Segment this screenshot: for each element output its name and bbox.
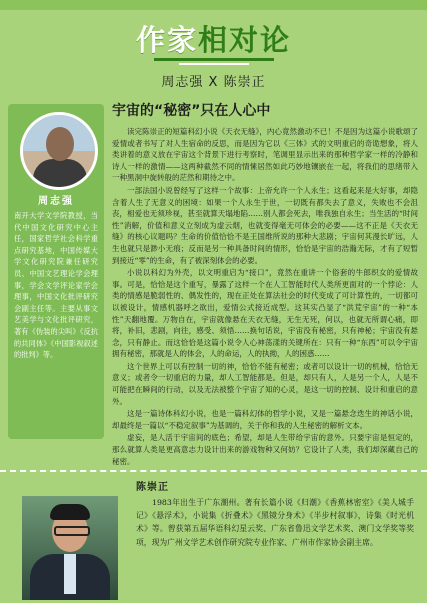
article-paragraph: 读完陈崇正的短篇科幻小说《天衣无缝》，内心竟然激动不已！不是因为这篇小说歌颂了爱情或者书写了对人生宿命的反思，而是因为它以《三体》式的文明重启的奇诡想象，将人类讲着的意义放在宇宙这个背景下进行考察时，笔调里显示出来的那种哲学家一样的冷静和诗人一样的激情——这两种截然不同的情愫居然如此巧妙地镶嵌在一起，将我们的思绪带入一种黑洞中旋转般的茫然和期待之中。	[112, 127, 418, 183]
article-paragraph: 小说以科幻为外壳，以文明重启为“接口”，竟然在重讲一个俗套的牛郎织女的爱情故事。可是，恰恰是这个重写，暴露了这样一个在人工智能时代人类所更面对的一个悖论：人类的情感是脆弱性的、偶发性的，现在正处在算法社会的时代变成了可计算性的，一切都可以被设计，情感机器呼之欲出，爱情公式接近成型。这其实凸显了“洪荒宇宙”的一种“本性”天翻地覆。万物自在，宇宙就像悬在天衣无缝，无生无死，何以，也就无所谓心痛，即将，补旧，悲剧，向往，感受、须悟……换句话说，宇宙没有秘密，只有神秘；宇宙没有悬念，只有静止。而这恰恰是这篇小说令人心神荡漾的关键所在：只有一种“东西”可以令宇宙拥有秘密，那就是人的体会，人的命运，人的执拗，人的困惑……	[112, 268, 418, 359]
author2-section	[0, 470, 427, 603]
page-subtitle: 周志强 X 陈崇正	[161, 75, 266, 90]
author2-name: 陈崇正	[136, 482, 169, 493]
article-paragraph: 这个世界上可以有控制一切的神，恰恰不能有秘密；或者可以设计一切的机械，恰恰无意义；或者令一切重启的力量，却人工智能都是。但是，却只有人，人是另一个人，人是不可能把在瞬间的行动，以及无法被整个宇宙了知的心灵，是这一切的控制、设计和重启的意外。	[112, 361, 418, 406]
title-part-1: 作家	[135, 23, 198, 57]
author2-photo	[22, 496, 118, 600]
author2-bio: 1983年出生于广东潮州。著有长篇小说《归潮》《香蕉林密室》《美人城手记》《悬浮术》，小说集《折叠术》《黑镜分身术》《半步村叙事》，诗集《时光机术》等。曾获第五届华语科幻星云奖、广东省鲁迅文学艺术奖、澳门文学奖等奖项，现为广州文学艺术创作研究院专业作家、广州市作家协会副主席。	[136, 498, 414, 547]
article-paragraph: 这是一篇诗体科幻小说，也是一篇科幻体的哲学小说，又是一篇悬念迭生的神话小说，却最终是一篇以“不稳定叙事”为基调的，关于你和我的人生秘密的解析文本。	[112, 409, 418, 430]
title-underline	[154, 58, 274, 61]
article-paragraph: 虚妄，是人活于宇宙间的底色；希望，却是人生带给宇宙的意外。只要宇宙是恒定的，那么就算人类是更高意志力设计出来的游戏物种又何妨？它设计了人类，我们却深藏自己的秘密。	[112, 433, 418, 466]
author1-bio: 南开大学文学院教授，当代中国文化研究中心主任，国家哲学社会科学重点研究基地，中国传媒大学文化研究院兼任研究员、中国文艺理论学会理事，学会文学评论家学会理事，中国文化批评研究会副主任等。主要从事文艺美学与文化批评研究，著有《伪装的尖叫》《反抗的共同体》《中国影视叙述的批判》等。	[14, 211, 98, 360]
article-heading: 宇宙的“秘密”只在人心中	[112, 103, 271, 119]
author1-sidebar	[8, 104, 104, 439]
author1-photo	[20, 112, 98, 190]
author1-name: 周志强	[38, 196, 74, 207]
title-part-2: 相对论	[198, 23, 292, 57]
article	[112, 100, 418, 468]
top-band	[0, 0, 427, 10]
page-header	[0, 10, 427, 90]
title-underline-secondary	[179, 63, 249, 65]
article-paragraph: 一部法国小说曾经写了这样一个故事：上帝允许一个人永生；这看起来是大好事，却隐含着人生了无意义的困境：如果一个人永生于世，一切既有都失去了意义，失败也不会沮丧，相爱也无须珍视，甚至就算天塌地陷……别人都会死去，唯我独自永生；当生活的“时间性”消解，价值和意义立刻成为虚云烟，也就变得毫无可体会的必要——这不正是《天衣无缝》的核心议题吗？生命的价值恰恰不是王国维所说的那种大悲剧；宇宙何其漫长旷远，人生也就只是渺小无痕；反而是另一种具备时间的情形，恰恰是宇宙的浩瀚无际，才有了短暂到接近“零”的生命，有了被深刻体会的必要。	[112, 185, 418, 265]
page-title	[0, 24, 427, 56]
